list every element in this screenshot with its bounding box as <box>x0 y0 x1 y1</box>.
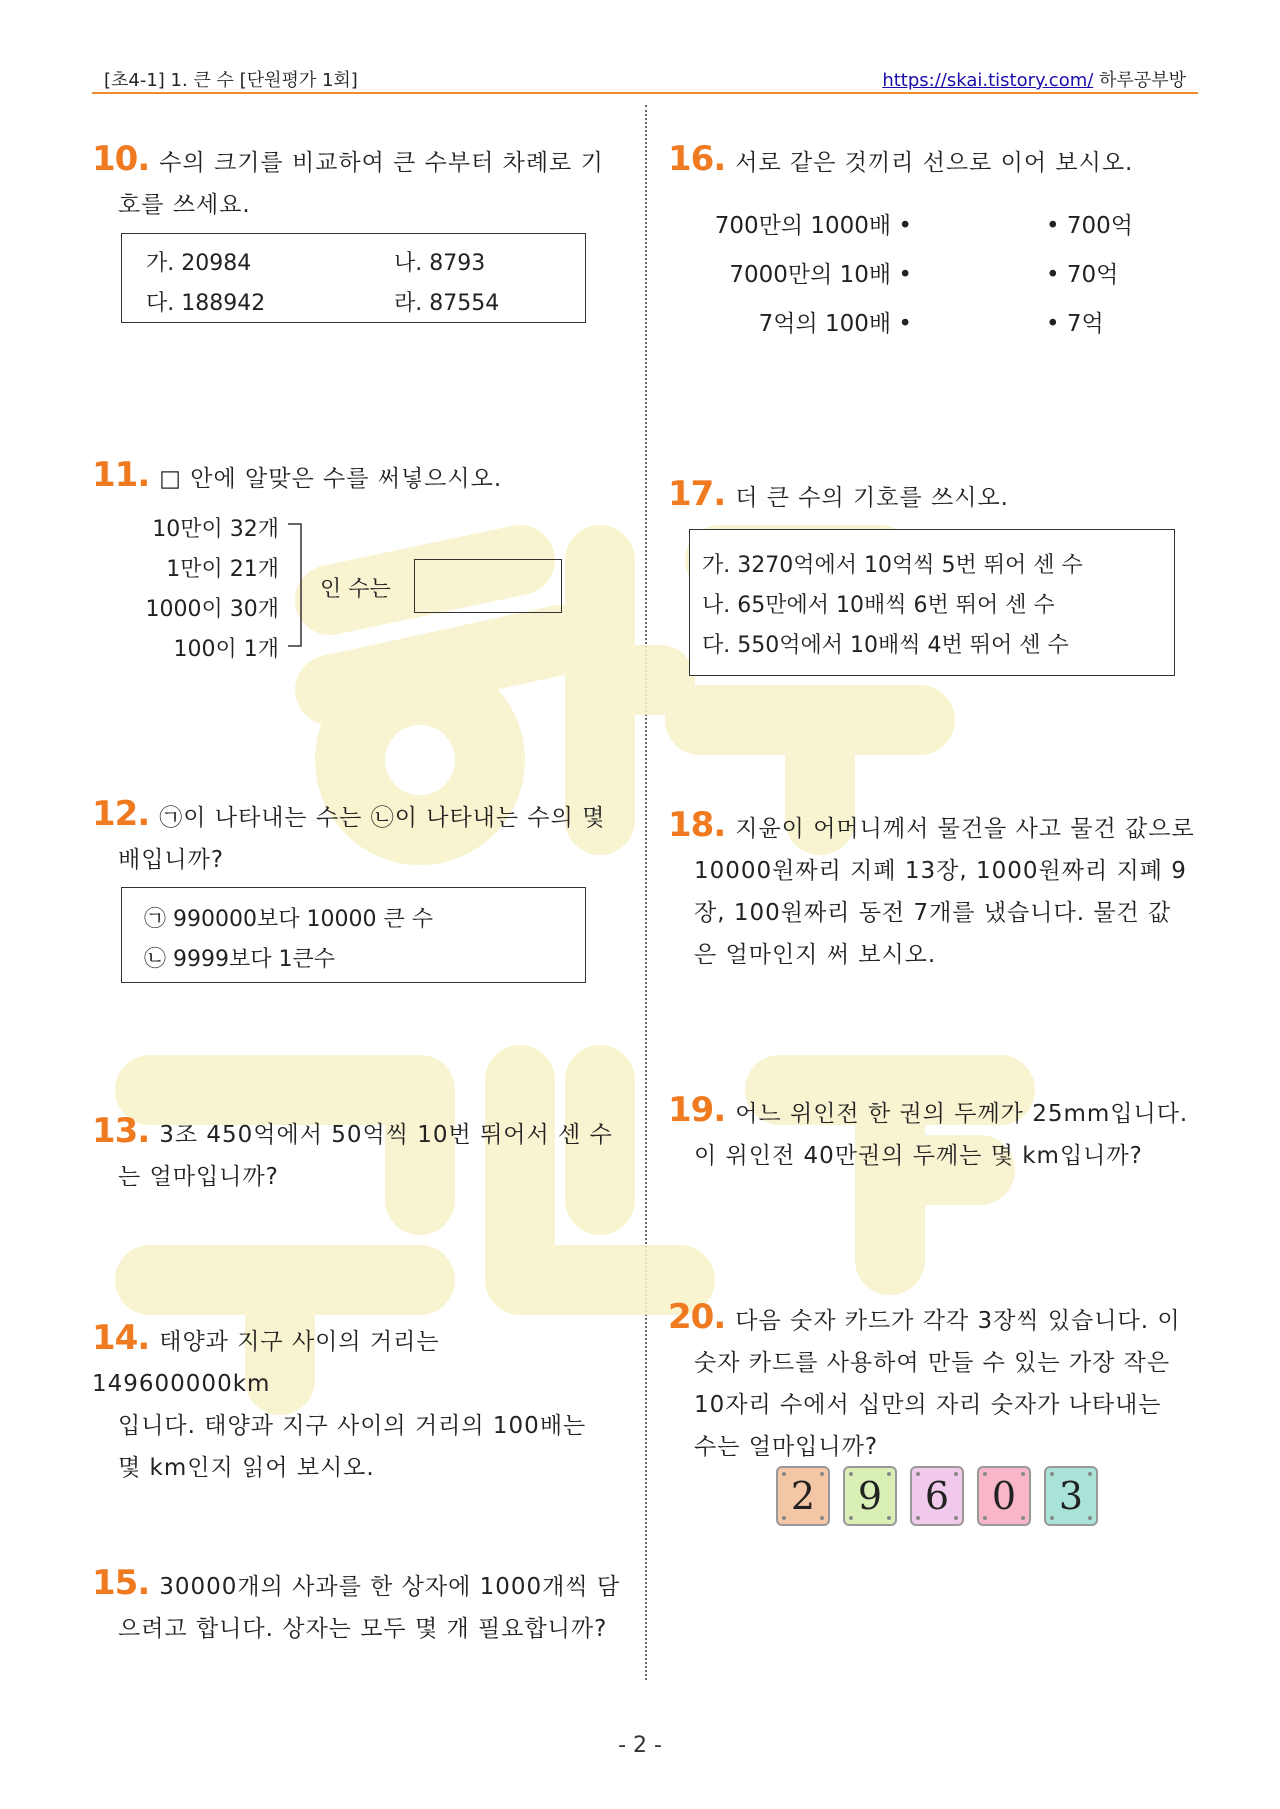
card-corner-dot <box>1050 1472 1054 1476</box>
question-number: 11. <box>92 455 150 495</box>
question-text-line1: ㉠이 나타내는 수는 ㉡이 나타내는 수의 몇 <box>159 805 606 831</box>
question-text: □ 안에 알맞은 수를 써넣으시오. <box>159 466 503 492</box>
question-number: 10. <box>92 139 150 179</box>
card-corner-dot <box>820 1516 824 1520</box>
match-left-3[interactable]: 7억의 100배 • <box>758 311 912 337</box>
card-corner-dot <box>954 1472 958 1476</box>
choice-ga: 가. 3270억에서 10억씩 5번 뛰어 센 수 <box>702 553 1083 578</box>
card-corner-dot <box>820 1472 824 1476</box>
digit-card-6: 6 <box>910 1466 964 1526</box>
q11-suffix: 인 수는 <box>320 577 391 602</box>
question-number: 18. <box>668 805 726 845</box>
q12-conditions-box <box>121 887 586 983</box>
match-right-3[interactable]: • 7억 <box>1046 311 1104 337</box>
digit-card-0: 0 <box>977 1466 1031 1526</box>
choice-na: 나. 65만에서 10배씩 6번 뛰어 센 수 <box>702 593 1055 618</box>
question-13 <box>92 1110 622 1198</box>
card-corner-dot <box>849 1472 853 1476</box>
card-corner-dot <box>916 1472 920 1476</box>
question-number: 15. <box>92 1563 150 1603</box>
question-number: 19. <box>668 1090 726 1130</box>
q11-bracket <box>286 522 306 650</box>
question-text-line1: 지윤이 어머니께서 물건을 사고 물건 값으로 <box>735 816 1195 842</box>
card-corner-dot <box>1021 1516 1025 1520</box>
card-corner-dot <box>782 1516 786 1520</box>
question-text-line1: 수의 크기를 비교하여 큰 수부터 차례로 기 <box>159 150 604 176</box>
site-name: 하루공부방 <box>1099 70 1186 91</box>
card-corner-dot <box>1088 1516 1092 1520</box>
card-corner-dot <box>1088 1472 1092 1476</box>
question-text-line1: 태양과 지구 사이의 거리는 149600000km <box>92 1329 440 1397</box>
question-text-line2: 는 얼마입니까? <box>118 1164 279 1190</box>
question-text: 더 큰 수의 기호를 쓰시오. <box>735 485 1009 511</box>
question-17 <box>668 473 1198 519</box>
question-text-line2: 10000원짜리 지폐 13장, 1000원짜리 지폐 9 <box>694 858 1187 884</box>
choice-ga: 가. 20984 <box>146 251 252 276</box>
q17-choices-box <box>689 529 1175 676</box>
question-text-line1: 3조 450억에서 50억씩 10번 뛰어서 센 수 <box>159 1122 613 1148</box>
question-text-line4: 은 얼마인지 써 보시오. <box>694 942 937 968</box>
question-text-line1: 30000개의 사과를 한 상자에 1000개씩 담 <box>159 1574 621 1600</box>
card-corner-dot <box>1050 1516 1054 1520</box>
question-number: 17. <box>668 474 726 514</box>
question-text-line2: 으려고 합니다. 상자는 모두 몇 개 필요합니까? <box>118 1616 608 1642</box>
page-header <box>92 64 1198 92</box>
choice-ra: 라. 87554 <box>394 291 500 316</box>
question-text-line2: 이 위인전 40만권의 두께는 몇 km입니까? <box>694 1143 1143 1169</box>
site-url-link[interactable]: https://skai.tistory.com/ <box>882 70 1094 91</box>
match-left-2[interactable]: 7000만의 10배 • <box>729 262 912 288</box>
question-19 <box>668 1089 1198 1177</box>
q11-answer-box[interactable] <box>414 559 562 613</box>
choice-da: 다. 550억에서 10배씩 4번 뛰어 센 수 <box>702 633 1069 658</box>
question-text-line2: 숫자 카드를 사용하여 만들 수 있는 가장 작은 <box>694 1350 1171 1376</box>
match-right-1[interactable]: • 700억 <box>1046 213 1133 239</box>
question-11 <box>92 454 622 500</box>
card-corner-dot <box>983 1516 987 1520</box>
question-10 <box>92 138 622 226</box>
question-text-line2: 호를 쓰세요. <box>118 192 251 218</box>
question-text-line3: 10자리 수에서 십만의 자리 숫자가 나타내는 <box>694 1392 1162 1418</box>
question-text-line4: 수는 얼마입니까? <box>694 1434 879 1460</box>
header-right <box>882 66 1186 92</box>
card-corner-dot <box>916 1516 920 1520</box>
choice-na: 나. 8793 <box>394 251 486 276</box>
page-number: - 2 - <box>618 1733 662 1758</box>
q11-row-2: 1만이 21개 <box>166 557 279 582</box>
question-text-line2: 배입니까? <box>118 847 225 873</box>
match-right-2[interactable]: • 70억 <box>1046 262 1119 288</box>
card-corner-dot <box>954 1516 958 1520</box>
q11-row-3: 1000이 30개 <box>145 597 279 622</box>
question-12 <box>92 793 622 881</box>
digit-card-2: 2 <box>776 1466 830 1526</box>
question-text-line3: 몇 km인지 읽어 보시오. <box>118 1455 375 1481</box>
digit-card-9: 9 <box>843 1466 897 1526</box>
question-text-line1: 다음 숫자 카드가 각각 3장씩 있습니다. 이 <box>735 1308 1181 1334</box>
header-rule <box>92 92 1198 94</box>
question-14 <box>92 1317 622 1489</box>
header-title: [초4-1] 1. 큰 수 [단원평가 1회] <box>104 70 358 91</box>
question-20 <box>668 1296 1198 1468</box>
question-18 <box>668 804 1198 976</box>
q11-row-1: 10만이 32개 <box>152 517 279 542</box>
column-divider <box>645 105 647 1680</box>
question-number: 14. <box>92 1318 150 1358</box>
question-text-line2: 입니다. 태양과 지구 사이의 거리의 100배는 <box>118 1413 587 1439</box>
q11-row-4: 100이 1개 <box>173 637 279 662</box>
card-corner-dot <box>782 1472 786 1476</box>
choice-da: 다. 188942 <box>146 291 266 316</box>
question-number: 16. <box>668 139 726 179</box>
digit-card-3: 3 <box>1044 1466 1098 1526</box>
card-corner-dot <box>887 1472 891 1476</box>
question-text: 서로 같은 것끼리 선으로 이어 보시오. <box>735 150 1134 176</box>
card-corner-dot <box>1021 1472 1025 1476</box>
question-text-line1: 어느 위인전 한 권의 두께가 25mm입니다. <box>735 1101 1189 1127</box>
question-15 <box>92 1562 622 1650</box>
q10-choices-box <box>121 233 586 323</box>
question-number: 20. <box>668 1297 726 1337</box>
card-corner-dot <box>983 1472 987 1476</box>
card-corner-dot <box>887 1516 891 1520</box>
question-16 <box>668 138 1198 184</box>
condition-2: ㉡ 9999보다 1큰수 <box>144 947 335 972</box>
question-number: 12. <box>92 794 150 834</box>
question-number: 13. <box>92 1111 150 1151</box>
card-corner-dot <box>849 1516 853 1520</box>
match-left-1[interactable]: 700만의 1000배 • <box>714 213 912 239</box>
question-text-line3: 장, 100원짜리 동전 7개를 냈습니다. 물건 값 <box>694 900 1172 926</box>
condition-1: ㉠ 990000보다 10000 큰 수 <box>144 907 433 932</box>
